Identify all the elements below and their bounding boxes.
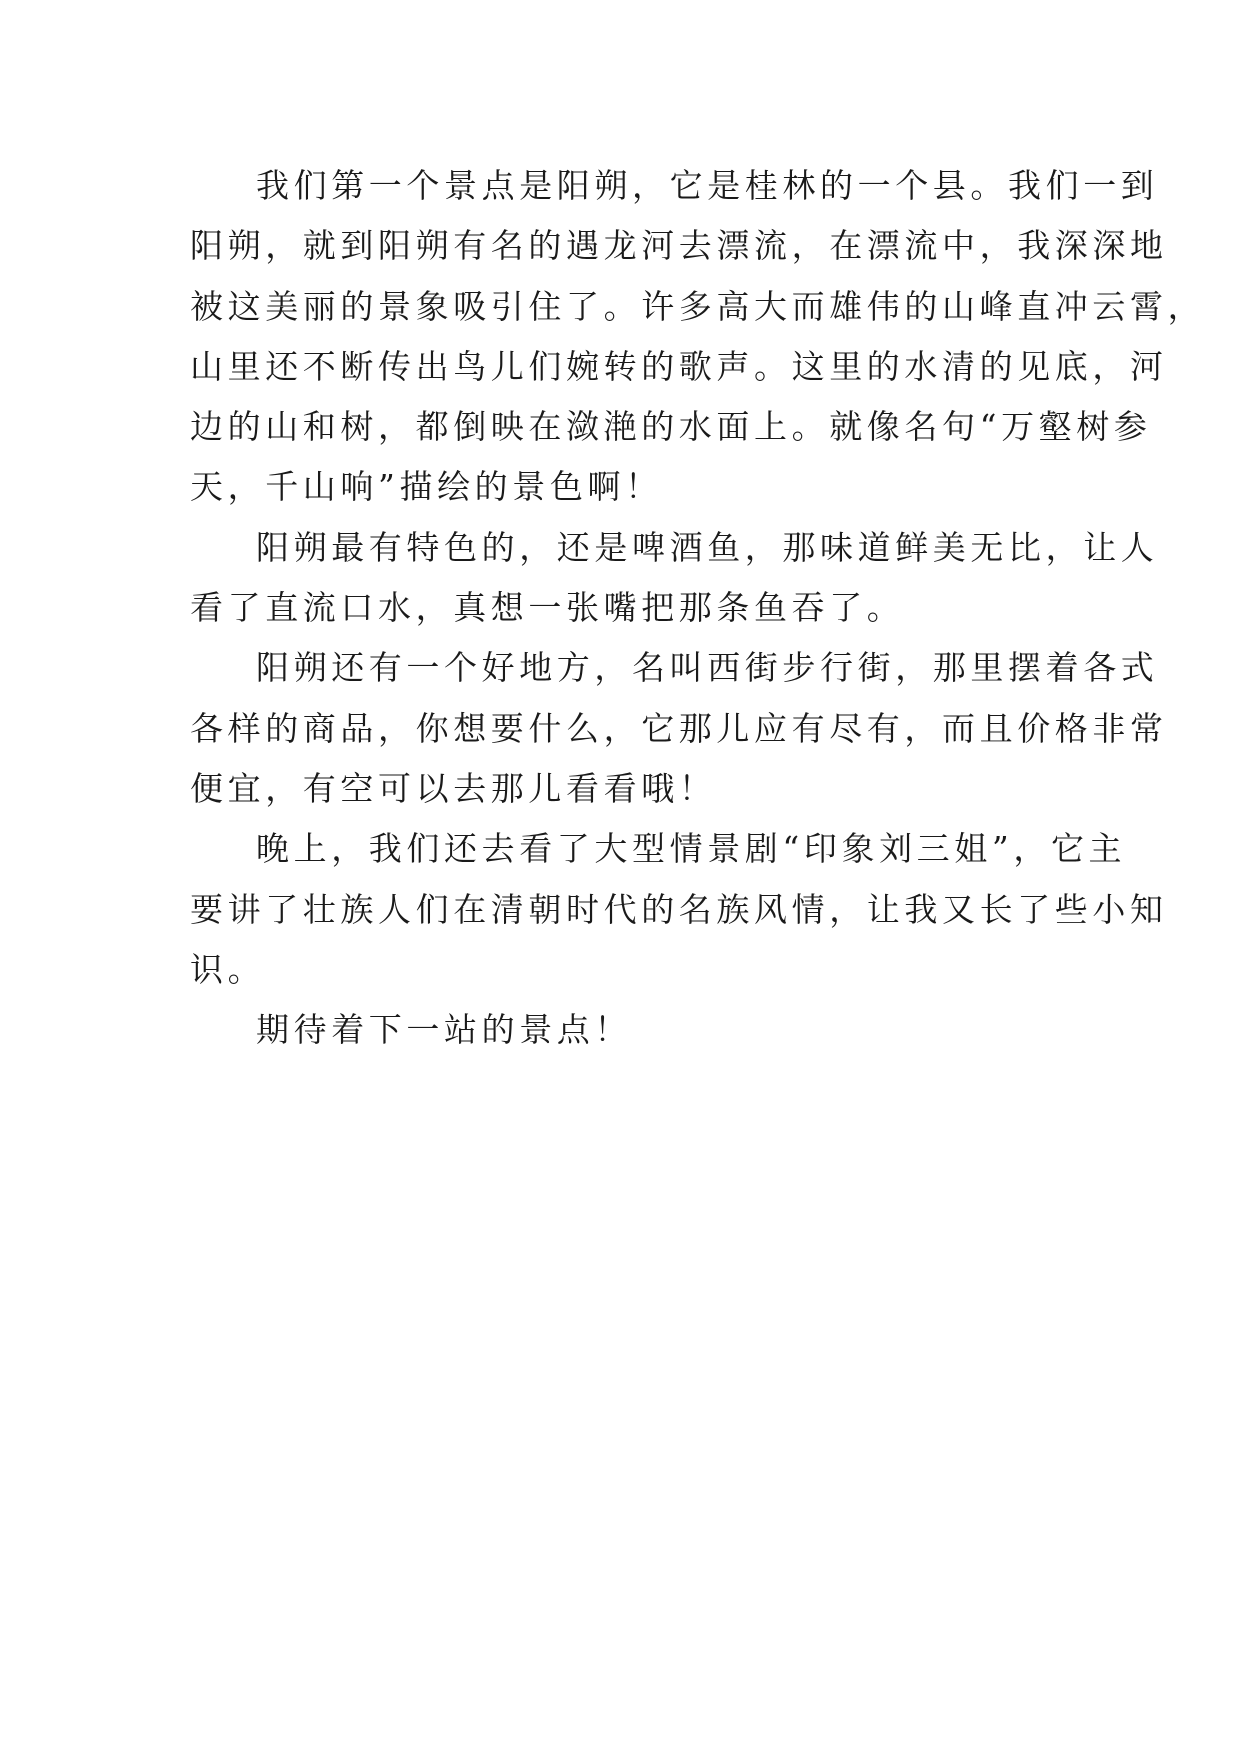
text-line: 阳朔，就到阳朔有名的遇龙河去漂流，在漂流中，我深深地 bbox=[190, 226, 1168, 266]
text-line: 看了直流口水，真想一张嘴把那条鱼吞了。 bbox=[190, 588, 905, 628]
text-line: 阳朔最有特色的，还是啤酒鱼，那味道鲜美无比，让人 bbox=[256, 527, 1159, 567]
text-line: 便宜，有空可以去那儿看看哦！ bbox=[190, 768, 717, 808]
document-body bbox=[190, 156, 1206, 1060]
text-line: 我们第一个景点是阳朔，它是桂林的一个县。我们一到 bbox=[256, 166, 1159, 205]
text-line: 识。 bbox=[190, 949, 266, 989]
text-line: 天，千山响”描绘的景色啊！ bbox=[190, 467, 663, 507]
text-line: 阳朔还有一个好地方，名叫西街步行街，那里摆着各式 bbox=[256, 648, 1159, 688]
text-line: 边的山和树，都倒映在潋滟的水面上。就像名句“万壑树参 bbox=[190, 407, 1152, 447]
text-line: 被这美丽的景象吸引住了。许多高大而雄伟的山峰直冲云霄， bbox=[190, 286, 1206, 326]
text-line: 要讲了壮族人们在清朝时代的名族风情，让我又长了些小知 bbox=[190, 889, 1168, 929]
text-line: 晚上，我们还去看了大型情景剧“印象刘三姐”，它主 bbox=[256, 829, 1127, 869]
text-line: 期待着下一站的景点！ bbox=[256, 1010, 632, 1050]
text-line: 山里还不断传出鸟儿们婉转的歌声。这里的水清的见底，河 bbox=[190, 346, 1168, 386]
text-line: 各样的商品，你想要什么，它那儿应有尽有，而且价格非常 bbox=[190, 708, 1168, 748]
